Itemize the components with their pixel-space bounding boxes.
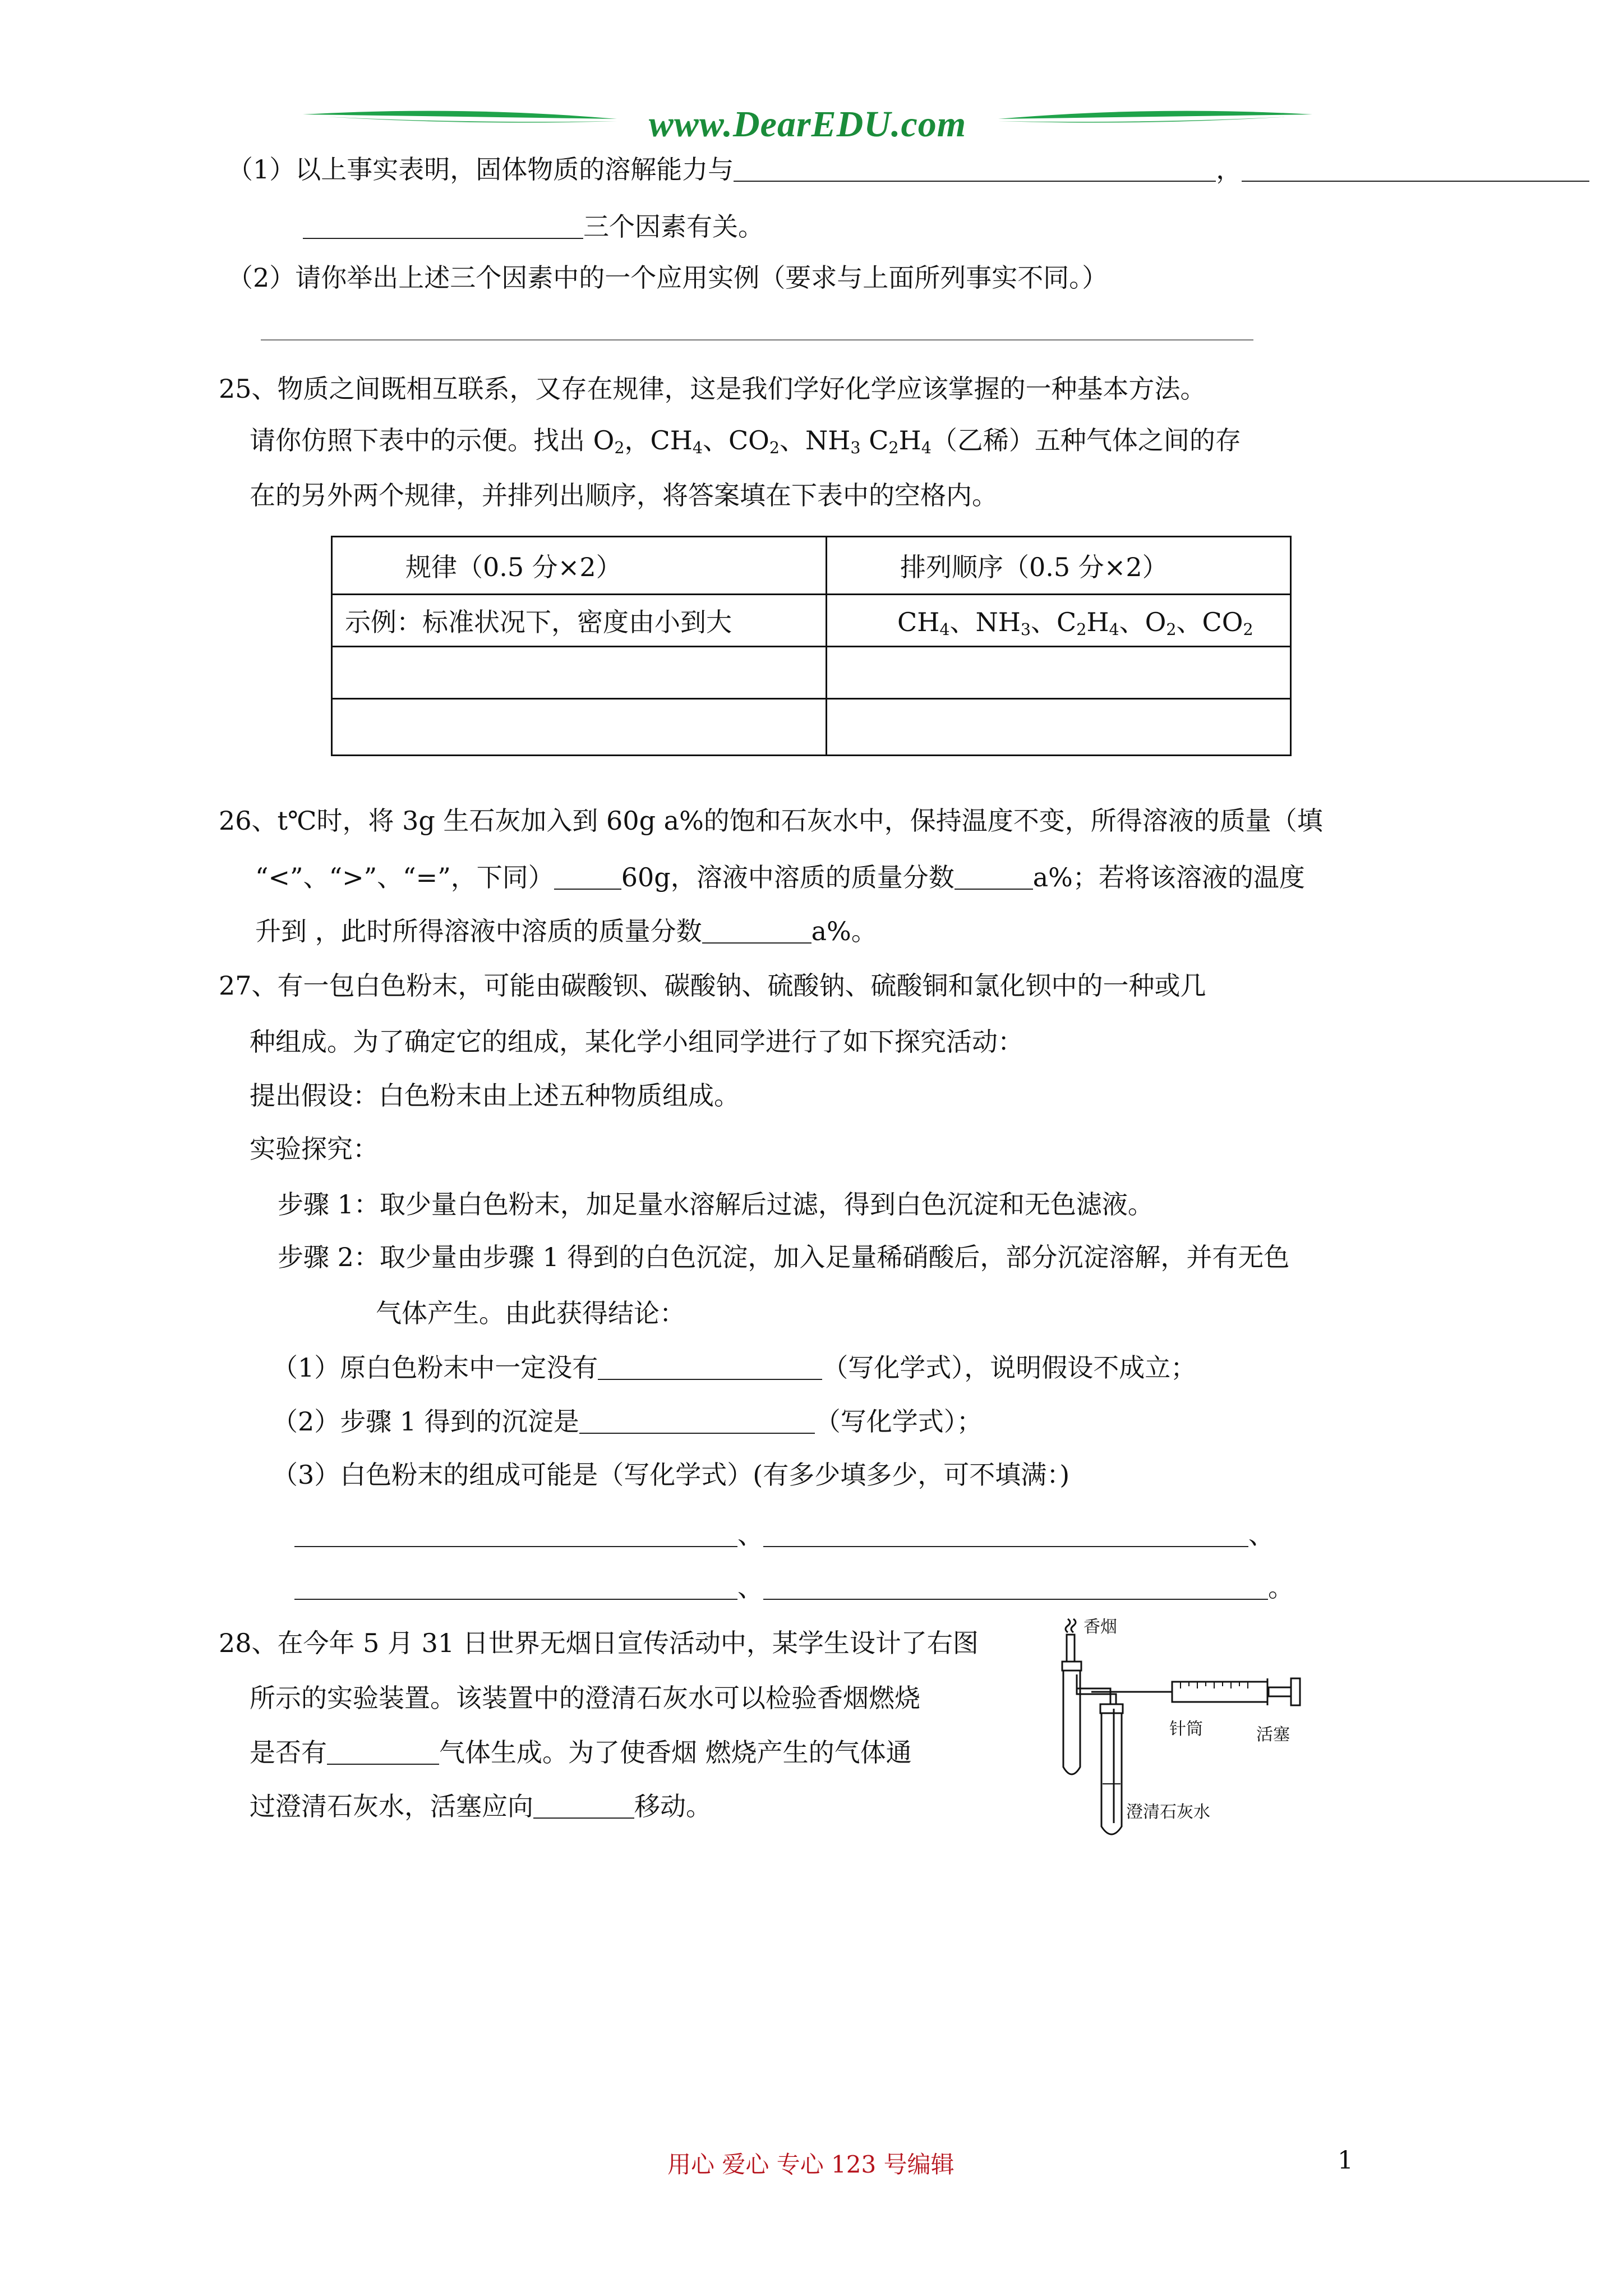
q25-text: 、NH [780, 425, 851, 455]
syringe-icon [1172, 1678, 1300, 1705]
q28-line4 [250, 1791, 712, 1822]
limewater-label: 澄清石灰水 [1126, 1802, 1210, 1822]
right-swoosh-icon [998, 109, 1312, 128]
q27-hypothesis: 提出假设：白色粉末由上述五种物质组成。 [250, 1080, 740, 1111]
q27-step1: 步骤 1：取少量白色粉末，加足量水溶解后过滤，得到白色沉淀和无色滤液。 [278, 1189, 1154, 1220]
formula-text: 、C [1031, 607, 1077, 637]
subscript: 2 [888, 439, 899, 458]
q26-text: “<”、“>”、“=”，下同） [255, 862, 554, 893]
answer-blank[interactable] [294, 1574, 737, 1600]
q26-text: a%。 [811, 916, 877, 947]
formula-text: 、O [1119, 607, 1166, 637]
answer-cell[interactable] [827, 647, 1291, 699]
connecting-tube-icon [1077, 1674, 1172, 1705]
subscript: 4 [939, 620, 950, 639]
q28-text: 气体生成。为了使香烟 燃烧产生的气体通 [439, 1737, 912, 1768]
subscript: 2 [1166, 620, 1177, 639]
answer-blank[interactable] [294, 1521, 737, 1547]
q25-line3: 在的另外两个规律，并排列出顺序，将答案填在下表中的空格内。 [250, 480, 998, 510]
q25-text: 、CO [702, 425, 769, 455]
header-rule: 规律（0.5 分×2） [332, 537, 827, 595]
syringe-label: 针筒 [1169, 1719, 1203, 1739]
q24-comma: ， [1216, 154, 1242, 185]
answer-cell[interactable] [827, 699, 1291, 756]
q27-answer-row2 [294, 1572, 1294, 1603]
subscript: 4 [692, 439, 703, 458]
answer-blank[interactable] [1242, 156, 1589, 182]
q26-text: 升到 ，此时所得溶液中溶质的质量分数 [255, 916, 702, 947]
subscript: 4 [921, 439, 932, 458]
apparatus-figure [1060, 1616, 1318, 1851]
separator: 、 [1248, 1520, 1274, 1550]
logo-text: www.DearEDU.com [648, 104, 967, 145]
q28-line3 [250, 1737, 912, 1768]
separator: 。 [1268, 1572, 1294, 1603]
test-tube-right-icon [1100, 1704, 1123, 1834]
example-rule: 示例：标准状况下，密度由小到大 [332, 595, 827, 647]
subscript: 2 [769, 439, 780, 458]
answer-blank[interactable] [579, 1408, 815, 1434]
q24-sub1-cont [303, 213, 764, 240]
header-order: 排列顺序（0.5 分×2） [827, 537, 1291, 595]
q27-conclusion3: （3）白色粉末的组成可能是（写化学式）(有多少填多少，可不填满：) [272, 1460, 1070, 1490]
subscript: 4 [1109, 620, 1119, 639]
table-row [332, 699, 1291, 756]
q24-sub1-suffix: 三个因素有关。 [583, 211, 764, 242]
q26-line2 [255, 862, 1305, 893]
q26-line3 [255, 916, 877, 947]
q27-conclusion1 [272, 1354, 1196, 1381]
q25-text: H [898, 425, 921, 455]
subscript: 3 [1020, 620, 1031, 639]
example-order [827, 595, 1291, 647]
q26-text: 60g，溶液中溶质的质量分数 [621, 862, 955, 893]
answer-blank[interactable] [533, 1793, 634, 1819]
formula-text: 、CO [1176, 607, 1243, 637]
separator: 、 [737, 1520, 763, 1550]
q27-text: （1）原白色粉末中一定没有 [272, 1352, 598, 1383]
formula-text: 、NH [949, 607, 1021, 637]
q27-inquiry: 实验探究： [250, 1134, 379, 1164]
q27-line2: 种组成。为了确定它的组成，某化学小组同学进行了如下探究活动： [250, 1027, 1023, 1057]
q28-text: 是否有 [250, 1737, 327, 1768]
q26-text: a%；若将该溶液的温度 [1032, 862, 1305, 893]
answer-blank[interactable] [763, 1574, 1268, 1600]
cigarette-label: 香烟 [1083, 1617, 1117, 1637]
footer-credit: 用心 爱心 专心 123 号编辑 [667, 2151, 955, 2178]
q27-step2: 步骤 2：取少量由步骤 1 得到的白色沉淀，加入足量稀硝酸后，部分沉淀溶解，并有无色 [278, 1242, 1290, 1272]
answer-blank[interactable] [702, 918, 811, 944]
q24-sub1-line [227, 154, 1589, 185]
separator: 、 [737, 1572, 763, 1603]
q28-text: 移动。 [634, 1791, 712, 1822]
table-row [332, 595, 1291, 647]
q25-line2 [250, 425, 1241, 458]
q27-text: （写化学式），说明假设不成立； [822, 1352, 1197, 1383]
answer-blank[interactable] [598, 1354, 822, 1380]
answer-blank[interactable] [955, 864, 1033, 890]
q27-step2-cont: 气体产生。由此获得结论： [376, 1298, 685, 1328]
answer-cell[interactable] [332, 647, 827, 699]
subscript: 2 [614, 439, 625, 458]
answer-blank[interactable] [303, 213, 583, 239]
q25-text: ，CH [624, 425, 693, 455]
q27-text: （写化学式）； [814, 1406, 983, 1437]
table-header-row [332, 537, 1291, 595]
formula-text: H [1086, 607, 1109, 637]
q28-line1: 28、在今年 5 月 31 日世界无烟日宣传活动中，某学生设计了右图 [219, 1628, 979, 1658]
q25-text: 请你仿照下表中的示便。找出 O [250, 425, 615, 455]
answer-line[interactable] [261, 339, 1253, 341]
answer-cell[interactable] [332, 699, 827, 756]
subscript: 3 [850, 439, 861, 458]
q28-text: 过澄清石灰水，活塞应向 [250, 1791, 533, 1822]
rule-table [331, 536, 1292, 756]
q24-sub1-prefix: （1）以上事实表明，固体物质的溶解能力与 [227, 154, 734, 185]
answer-blank[interactable] [327, 1739, 439, 1765]
page-number: 1 [1338, 2146, 1353, 2175]
subscript: 2 [1243, 620, 1253, 639]
q28-line2: 所示的实验装置。该装置中的澄清石灰水可以检验香烟燃烧 [250, 1683, 920, 1713]
answer-blank[interactable] [554, 864, 621, 890]
answer-blank[interactable] [763, 1521, 1248, 1547]
q27-text: （2）步骤 1 得到的沉淀是 [272, 1406, 579, 1437]
table-row [332, 647, 1291, 699]
piston-label: 活塞 [1256, 1725, 1290, 1745]
q25-line1: 25、物质之间既相互联系，又存在规律，这是我们学好化学应该掌握的一种基本方法。 [219, 374, 1206, 404]
q25-text: （乙稀）五种气体之间的存 [931, 425, 1241, 455]
q25-text: C [860, 425, 889, 455]
q24-sub2: （2）请你举出上述三个因素中的一个应用实例（要求与上面所列事实不同。） [227, 263, 1108, 293]
q27-line1: 27、有一包白色粉末，可能由碳酸钡、碳酸钠、硫酸钠、硫酸铜和氯化钡中的一种或几 [219, 970, 1206, 1001]
q27-conclusion2 [272, 1406, 983, 1437]
header-logo [303, 101, 1312, 146]
q26-line1: 26、t℃时，将 3g 生石灰加入到 60g a%的饱和石灰水中，保持温度不变，所得溶液的质量（填 [219, 806, 1323, 836]
test-tube-left-icon [1062, 1662, 1081, 1774]
q27-answer-row1 [294, 1521, 1274, 1548]
answer-blank[interactable] [734, 156, 1216, 182]
cigarette-icon [1066, 1619, 1076, 1662]
formula-text: CH [897, 607, 940, 637]
subscript: 2 [1076, 620, 1087, 639]
